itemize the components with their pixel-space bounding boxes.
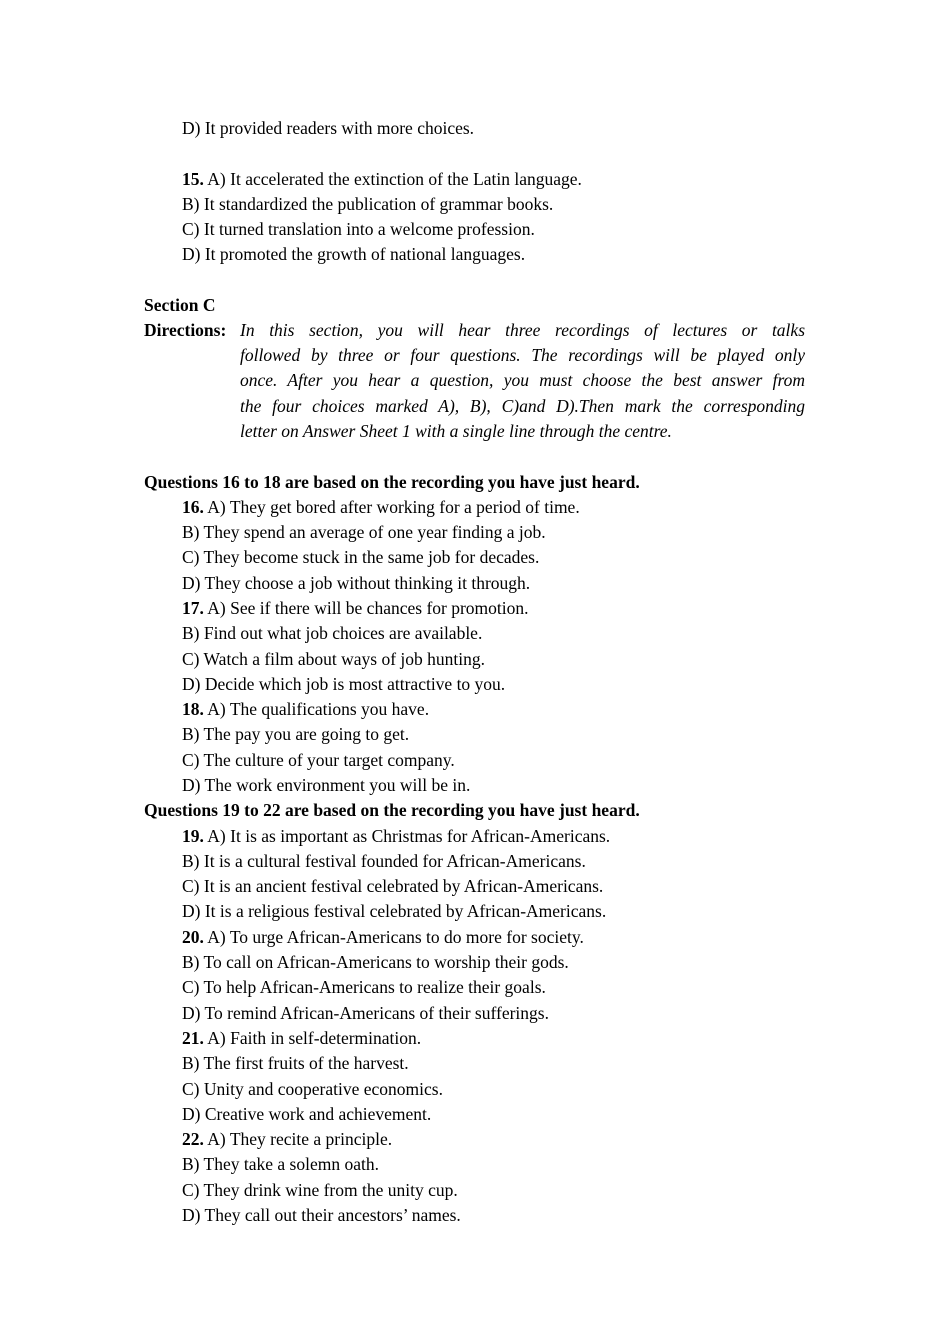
q16-option-d: D) They choose a job without thinking it through. [182, 573, 531, 593]
q19-option-a [182, 824, 610, 849]
q15-option-a-text: A) It accelerated the extinction of the Latin language. [207, 169, 582, 189]
q15-option-c: C) It turned translation into a welcome profession. [182, 219, 535, 239]
q18-option-a-text: A) The qualifications you have. [207, 699, 430, 719]
directions-text [240, 318, 805, 444]
group2-header: Questions 19 to 22 are based on the recording you have just heard. [144, 800, 640, 820]
q16-option-a-text: A) They get bored after working for a period of time. [207, 497, 580, 517]
directions-label: Directions: [144, 320, 227, 340]
q15-option-b: B) It standardized the publication of grammar books. [182, 194, 554, 214]
directions-line: letter on Answer Sheet 1 with a single line through the centre. [240, 420, 672, 441]
section-title: Section C [144, 295, 216, 315]
q21-option-b: B) The first fruits of the harvest. [182, 1053, 409, 1073]
q19-option-c: C) It is an ancient festival celebrated by African-Americans. [182, 876, 604, 896]
q17-option-c: C) Watch a film about ways of job hunting. [182, 649, 486, 669]
q15-option-a [182, 167, 582, 192]
q22-option-a-text: A) They recite a principle. [207, 1129, 393, 1149]
q20-number: 20. [182, 927, 204, 947]
q21-option-a [182, 1026, 421, 1051]
q20-option-a-text: A) To urge African-Americans to do more for society. [207, 927, 584, 947]
q18-option-a [182, 697, 429, 722]
q18-option-d: D) The work environment you will be in. [182, 775, 471, 795]
q22-option-d: D) They call out their ancestors’ names. [182, 1205, 461, 1225]
q17-number: 17. [182, 598, 204, 618]
q20-option-c: C) To help African-Americans to realize their goals. [182, 977, 546, 997]
q14-option-d: D) It provided readers with more choices. [182, 118, 475, 138]
q19-option-a-text: A) It is as important as Christmas for African-Americans. [207, 826, 611, 846]
q22-number: 22. [182, 1129, 204, 1149]
q17-option-a-text: A) See if there will be chances for promotion. [207, 598, 529, 618]
q21-option-d: D) Creative work and achievement. [182, 1104, 432, 1124]
q18-option-c: C) The culture of your target company. [182, 750, 455, 770]
q16-option-c: C) They become stuck in the same job for decades. [182, 547, 540, 567]
q20-option-a [182, 925, 584, 950]
q19-option-d: D) It is a religious festival celebrated by African-Americans. [182, 901, 607, 921]
directions-line: the four choices marked A), B), C)and D).Then mark the corresponding [240, 395, 805, 416]
q20-option-d: D) To remind African-Americans of their sufferings. [182, 1003, 549, 1023]
q21-option-a-text: A) Faith in self-determination. [207, 1028, 422, 1048]
directions-line: once. After you hear a question, you must choose the best answer from [240, 370, 805, 391]
q19-option-b: B) It is a cultural festival founded for African-Americans. [182, 851, 586, 871]
q17-option-b: B) Find out what job choices are available. [182, 623, 483, 643]
group1-header: Questions 16 to 18 are based on the recording you have just heard. [144, 472, 640, 492]
q20-option-b: B) To call on African-Americans to worship their gods. [182, 952, 569, 972]
q22-option-a [182, 1127, 392, 1152]
q15-option-d: D) It promoted the growth of national languages. [182, 244, 526, 264]
q16-option-b: B) They spend an average of one year finding a job. [182, 522, 546, 542]
q16-number: 16. [182, 497, 204, 517]
q16-option-a [182, 495, 580, 520]
q22-option-c: C) They drink wine from the unity cup. [182, 1180, 458, 1200]
q21-option-c: C) Unity and cooperative economics. [182, 1079, 443, 1099]
q22-option-b: B) They take a solemn oath. [182, 1154, 379, 1174]
directions-line: In this section, you will hear three recordings of lectures or talks [240, 320, 805, 340]
q18-option-b: B) The pay you are going to get. [182, 724, 410, 744]
directions-line: followed by three or four questions. The recordings will be played only [240, 345, 805, 366]
q19-number: 19. [182, 826, 204, 846]
q17-option-a [182, 596, 529, 621]
q15-number: 15. [182, 169, 204, 189]
q18-number: 18. [182, 699, 204, 719]
q17-option-d: D) Decide which job is most attractive to you. [182, 674, 506, 694]
q21-number: 21. [182, 1028, 204, 1048]
